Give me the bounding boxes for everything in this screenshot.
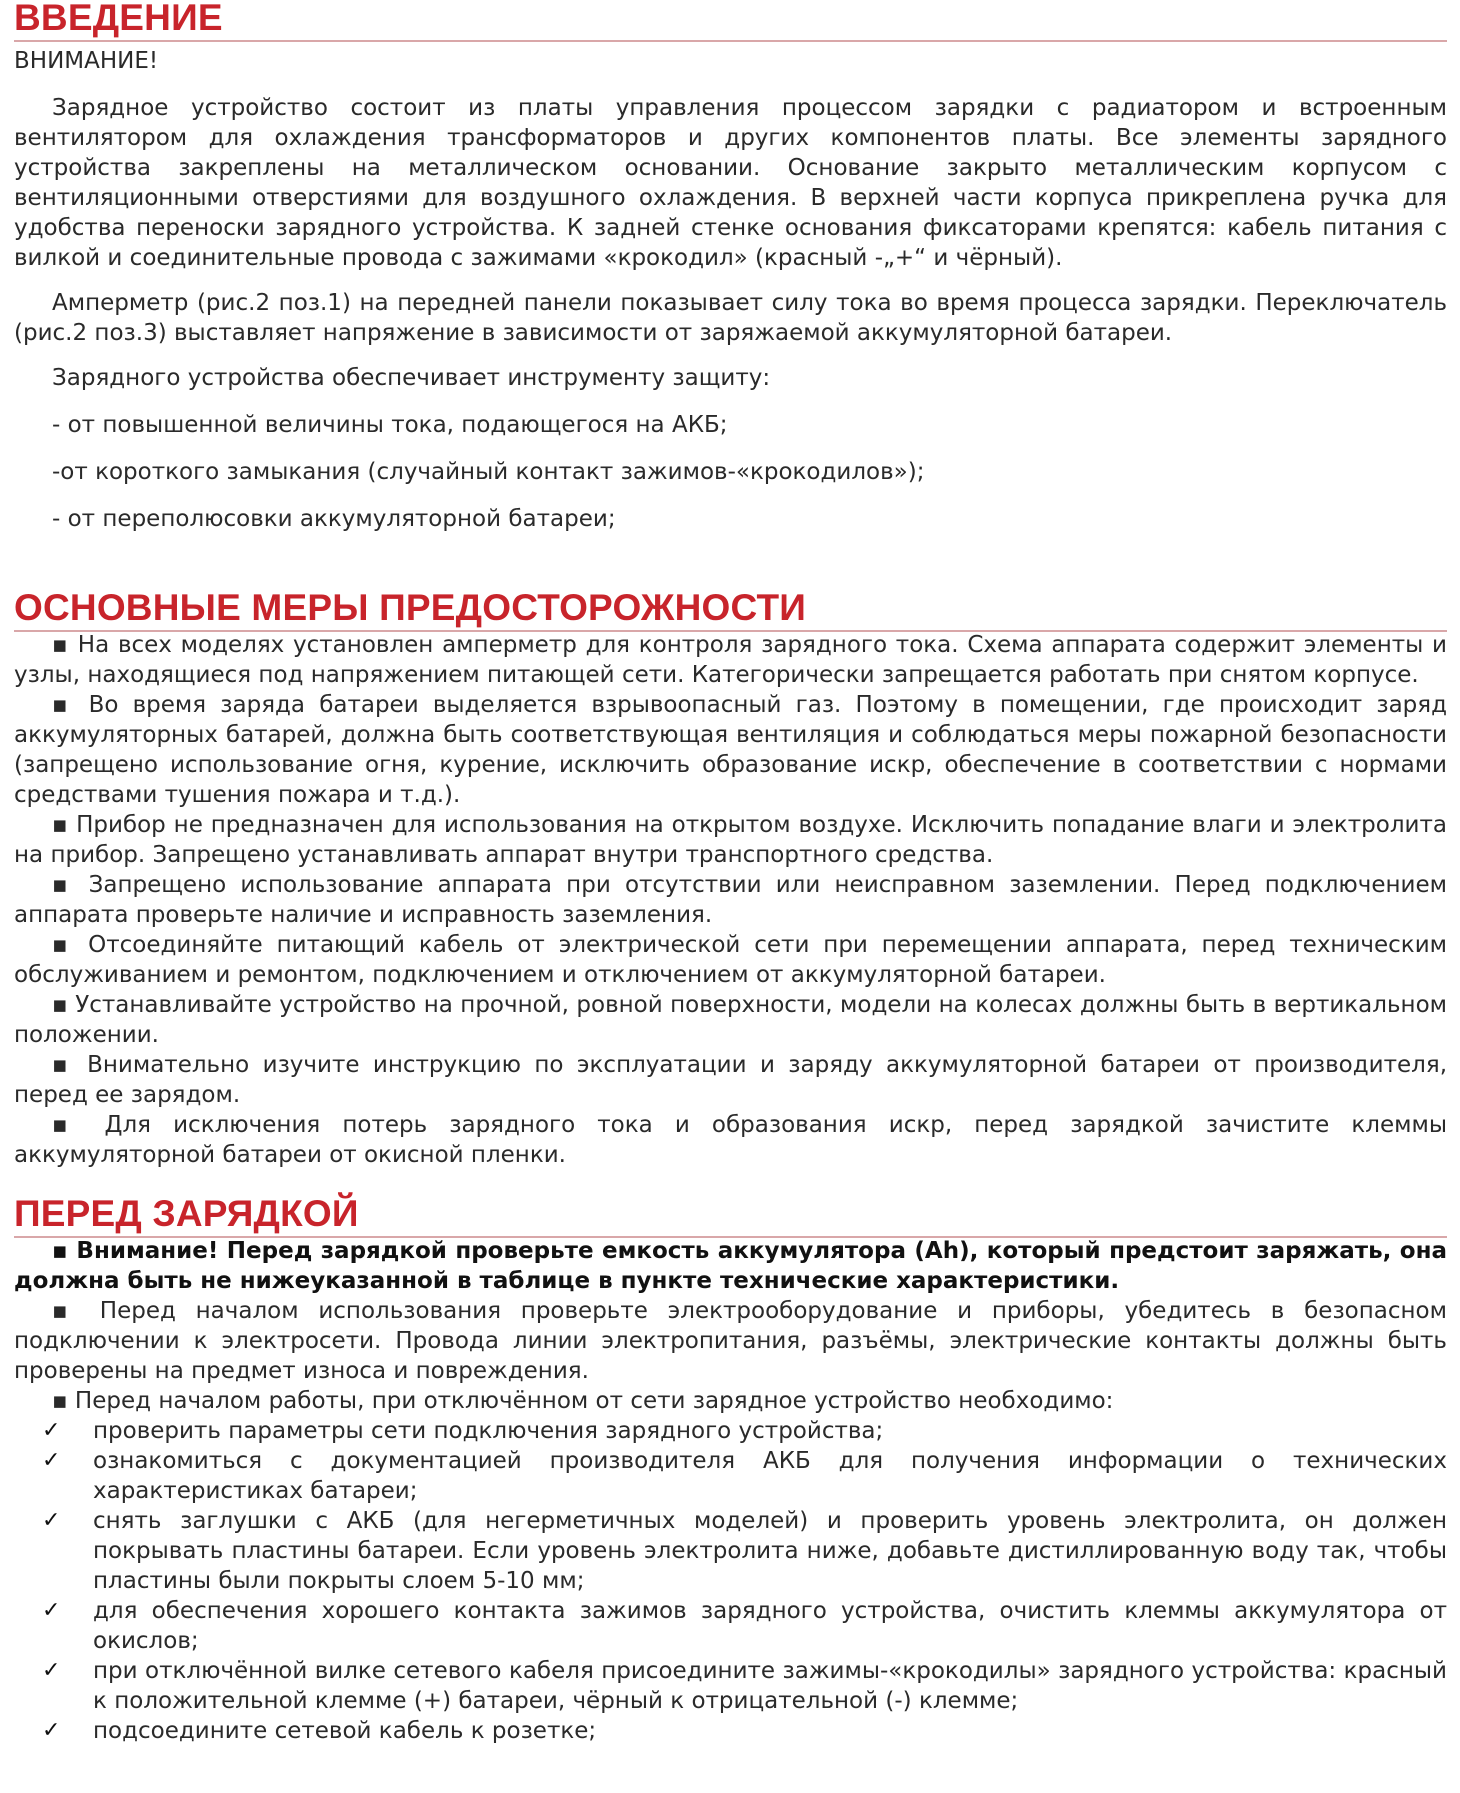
checklist-text: проверить параметры сети подключения зарядного устройства; bbox=[93, 1418, 884, 1444]
section-heading-precautions: ОСНОВНЫЕ МЕРЫ ПРЕДОСТОРОЖНОСТИ bbox=[14, 586, 1447, 632]
precaution-item: ▪ Запрещено использование аппарата при отсутствии или неисправном заземлении. Перед подключением аппарата проверьте наличие и исправность заземления. bbox=[14, 870, 1447, 930]
document-page bbox=[14, 0, 1447, 1746]
checklist-item bbox=[14, 1656, 1447, 1716]
protection-item: -от короткого замыкания (случайный контакт зажимов-«крокодилов»); bbox=[52, 459, 925, 485]
intro-paragraph: Амперметр (рис.2 поз.1) на передней панели показывает силу тока во время процесса зарядки. Переключатель (рис.2 поз.3) выставляет напряжение в зависимости от заряжаемой аккумуляторной батареи. bbox=[14, 290, 1447, 346]
section-heading-before-charging: ПЕРЕД ЗАРЯДКОЙ bbox=[14, 1192, 1447, 1238]
precaution-item: ▪ Прибор не предназначен для использования на открытом воздухе. Исключить попадание влаги и электролита на прибор. Запрещено устанавливать аппарат внутри транспортного средства. bbox=[14, 810, 1447, 870]
checklist-text: подсоедините сетевой кабель к розетке; bbox=[93, 1718, 597, 1744]
precaution-item: ▪ Внимательно изучите инструкцию по эксплуатации и заряду аккумуляторной батареи от производителя, перед ее зарядом. bbox=[14, 1050, 1447, 1110]
protection-item: - от переполюсовки аккумуляторной батареи; bbox=[52, 506, 616, 532]
checklist-text: для обеспечения хорошего контакта зажимов зарядного устройства, очистить клеммы аккумулятора от окислов; bbox=[93, 1598, 1447, 1654]
check-icon: ✓ bbox=[42, 1658, 61, 1683]
before-item: ▪ Перед началом использования проверьте электрооборудование и приборы, убедитесь в безопасном подключении к электросети. Провода линии электропитания, разъёмы, электрические контакты должны быть проверены на предмет износа и повреждения. bbox=[14, 1296, 1447, 1386]
precaution-item: ▪ Устанавливайте устройство на прочной, ровной поверхности, модели на колесах должны быть в вертикальном положении. bbox=[14, 990, 1447, 1050]
checklist-item bbox=[14, 1716, 1447, 1746]
checklist-item bbox=[14, 1446, 1447, 1506]
precaution-item: ▪ Для исключения потерь зарядного тока и образования искр, перед зарядкой зачистите клеммы аккумуляторной батареи от окисной пленки. bbox=[14, 1110, 1447, 1170]
attention-label: ВНИМАНИЕ! bbox=[14, 48, 159, 74]
check-icon: ✓ bbox=[42, 1508, 61, 1533]
check-icon: ✓ bbox=[42, 1418, 61, 1443]
precaution-item: ▪ На всех моделях установлен амперметр для контроля зарядного тока. Схема аппарата содержит элементы и узлы, находящиеся под напряжением питающей сети. Категорически запрещается работать при снятом корпусе. bbox=[14, 630, 1447, 690]
checklist-text: при отключённой вилке сетевого кабеля присоедините зажимы-«крокодилы» зарядного устройства: красный к положительной клемме (+) батареи, чёрный к отрицательной (-) клемме; bbox=[93, 1658, 1447, 1714]
check-icon: ✓ bbox=[42, 1598, 61, 1623]
section-heading-intro: ВВЕДЕНИЕ bbox=[14, 0, 1447, 42]
checklist-item bbox=[14, 1416, 1447, 1446]
precaution-item: ▪ Во время заряда батареи выделяется взрывоопасный газ. Поэтому в помещении, где происходит заряд аккумуляторных батарей, должна быть соответствующая вентиляция и соблюдаться меры пожарной безопасности (запрещено использование огня, курение, исключить образование искр, обеспечение в соответствии с нормами средствами тушения пожара и т.д.). bbox=[14, 690, 1447, 810]
checklist-item bbox=[14, 1506, 1447, 1596]
check-icon: ✓ bbox=[42, 1718, 61, 1743]
checklist-text: ознакомиться с документацией производителя АКБ для получения информации о технических характеристиках батареи; bbox=[93, 1448, 1447, 1504]
protection-item: - от повышенной величины тока, подающегося на АКБ; bbox=[52, 412, 728, 438]
before-item: ▪ Перед началом работы, при отключённом от сети зарядное устройство необходимо: bbox=[14, 1386, 1447, 1416]
checklist-item bbox=[14, 1596, 1447, 1656]
intro-paragraph: Зарядного устройства обеспечивает инструменту защиту: bbox=[52, 365, 771, 391]
warning-paragraph: ▪ Внимание! Перед зарядкой проверьте емкость аккумулятора (Ah), который предстоит заряжать, она должна быть не нижеуказанной в таблице в пункте технические характеристики. bbox=[14, 1236, 1447, 1296]
precaution-item: ▪ Отсоединяйте питающий кабель от электрической сети при перемещении аппарата, перед техническим обслуживанием и ремонтом, подключением и отключением от аккумуляторной батареи. bbox=[14, 930, 1447, 990]
intro-paragraph: Зарядное устройство состоит из платы управления процессом зарядки с радиатором и встроенным вентилятором для охлаждения трансформаторов и других компонентов платы. Все элементы зарядного устройства закреплены на металлическом основании. Основание закрыто металлическим корпусом с вентиляционными отверстиями для воздушного охлаждения. В верхней части корпуса прикреплена ручка для удобства переноски зарядного устройства. К задней стенке основания фиксаторами крепятся: кабель питания с вилкой и соединительные провода с зажимами «крокодил» (красный -„+“ и чёрный). bbox=[14, 95, 1447, 271]
checklist-text: снять заглушки с АКБ (для негерметичных моделей) и проверить уровень электролита, он должен покрывать пластины батареи. Если уровень электролита ниже, добавьте дистиллированную воду так, чтобы пластины были покрыты слоем 5-10 мм; bbox=[93, 1508, 1447, 1594]
check-icon: ✓ bbox=[42, 1448, 61, 1473]
